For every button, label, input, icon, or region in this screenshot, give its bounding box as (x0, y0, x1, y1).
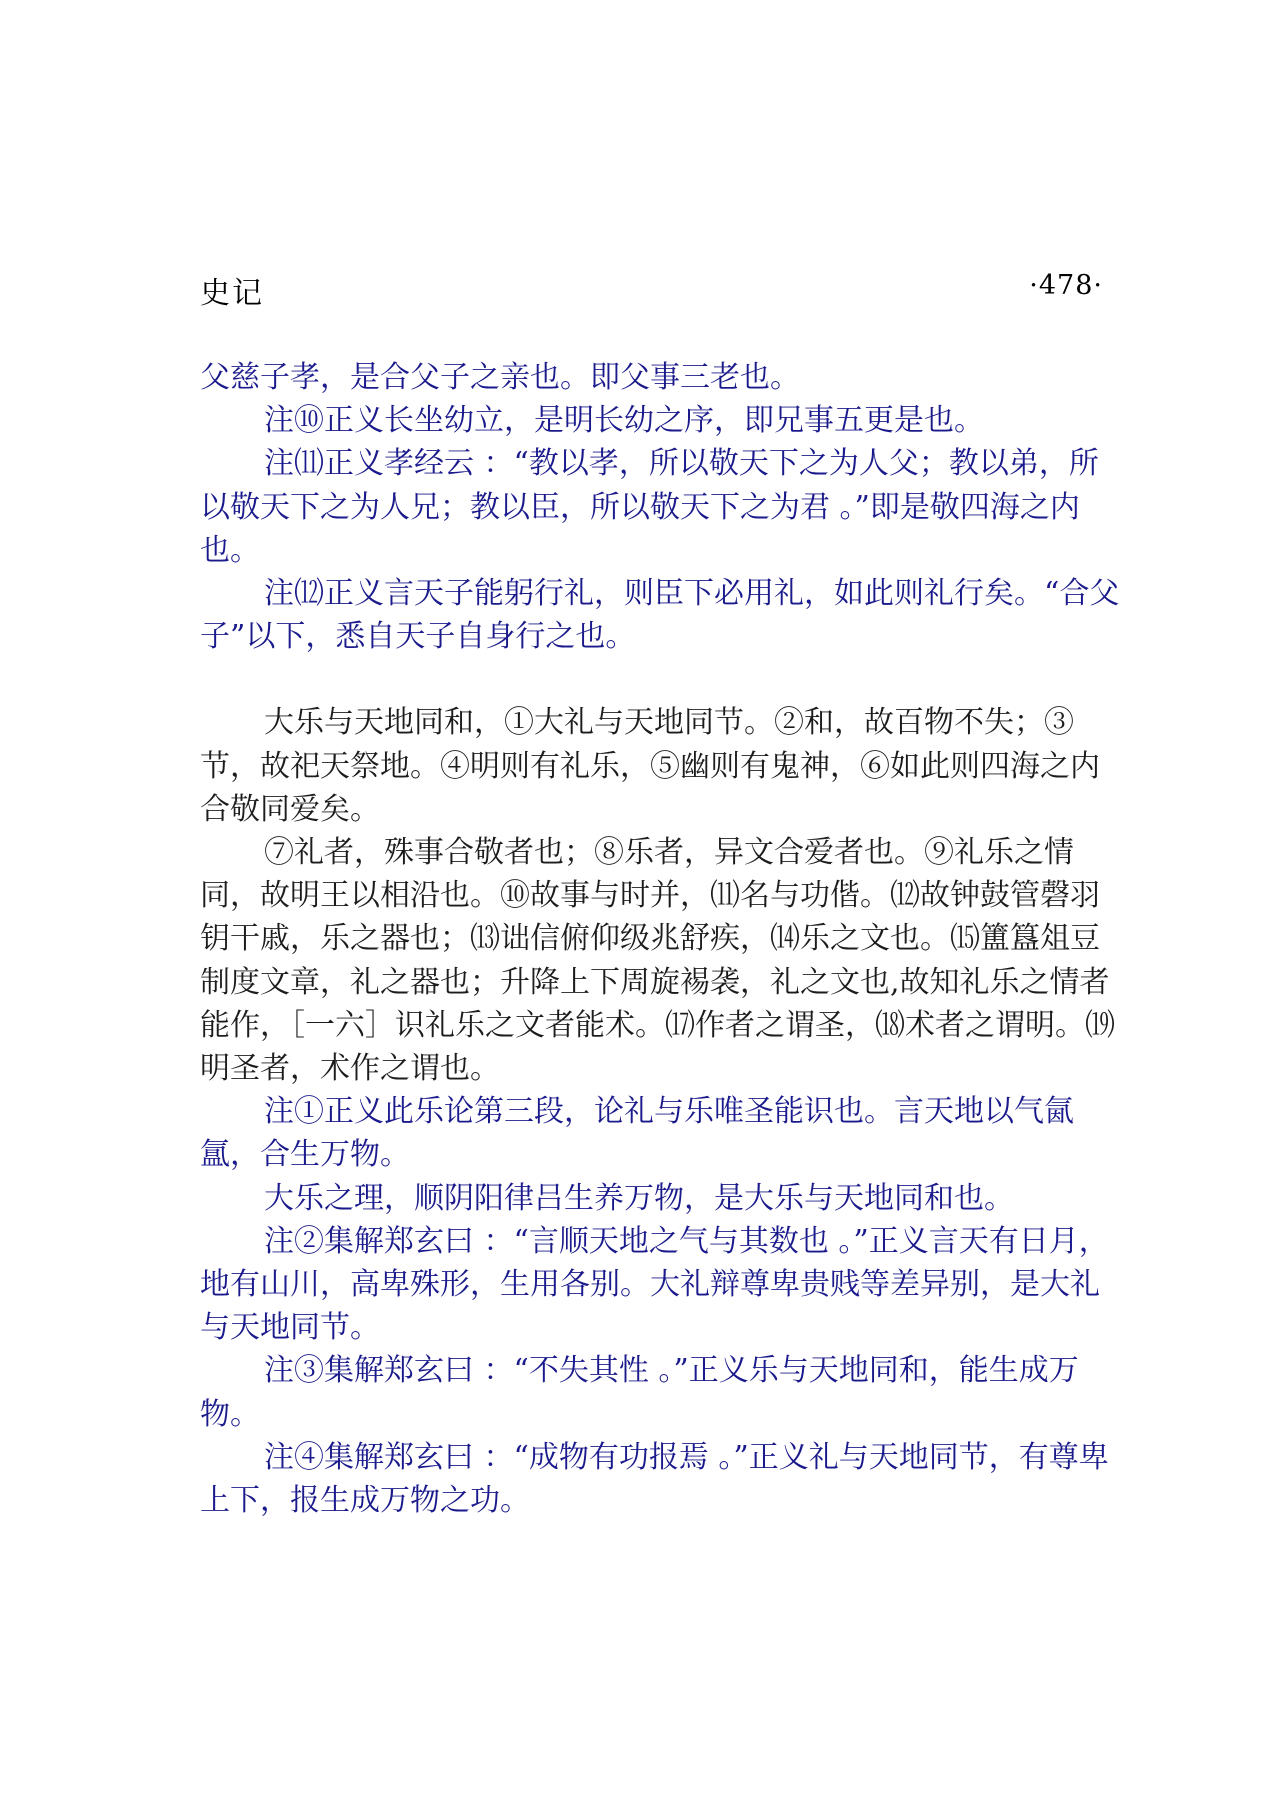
note-paragraph: 注④集解郑玄曰 ：“成物有功报焉 。”正义礼与天地同节，有尊卑上下，报生成万物之功。 (200, 1439, 1109, 1519)
note-paragraph: 注⑩正义长坐幼立，是明长幼之序，即兄事五更是也。 (264, 403, 984, 439)
page-header (200, 268, 1103, 311)
note-paragraph: 注⑿正义言天子能躬行礼，则臣下必用礼，如此则礼行矣。“合父子”以下，悉自天子自身行之也。 (200, 576, 1120, 655)
body-text (200, 356, 1120, 1522)
note-paragraph: 注②集解郑玄曰 ：“言顺天地之气与其数也 。”正义言天有日月，地有山川，高卑殊形，生用各别。大礼辩尊卑贵贱等差异别，是大礼与天地同节。 (200, 1223, 1109, 1346)
main-text-paragraph: ⑦礼者，殊事合敬者也；⑧乐者，异文合爱者也。⑨礼乐之情同，故明王以相沿也。⑩故事与时并，⑾名与功偕。⑿故钟鼓管磬羽钥干戚，乐之器也；⒀诎信俯仰级兆舒疾，⒁乐之文也。⒂簠簋俎豆制度文章，礼之器也；升降上下周旋裼袭，礼之文也,故知礼乐之情者能作，［一六］识礼乐之文者能术。⒄作者之谓圣，⒅术者之谓明。⒆明圣者，术作之谓也。 (200, 835, 1115, 1087)
section-divider (200, 658, 1120, 701)
note-paragraph: 大乐之理，顺阴阳律吕生养万物，是大乐与天地同和也。 (264, 1180, 1014, 1216)
note-paragraph: 注⑾正义孝经云 ：“教以孝，所以敬天下之为人父；教以弟，所以敬天下之为人兄；教以臣，所以敬天下之为君 。”即是敬四海之内也。 (200, 446, 1099, 568)
note-paragraph: 注③集解郑玄曰 ：“不失其性 。”正义乐与天地同和，能生成万物。 (200, 1353, 1079, 1432)
book-title: 史记 (200, 276, 264, 311)
note-paragraph: 注①正义此乐论第三段，论礼与乐唯圣能识也。言天地以气氤氲，合生万物。 (200, 1094, 1074, 1173)
page-number: ·478· (1029, 270, 1103, 301)
note-paragraph: 父慈子孝，是合父子之亲也。即父事三老也。 (200, 360, 800, 395)
main-text-paragraph: 大乐与天地同和，①大礼与天地同节。②和，故百物不失；③节，故祀天祭地。④明则有礼乐，⑤幽则有鬼神，⑥如此则四海之内合敬同爱矣。 (200, 705, 1100, 827)
